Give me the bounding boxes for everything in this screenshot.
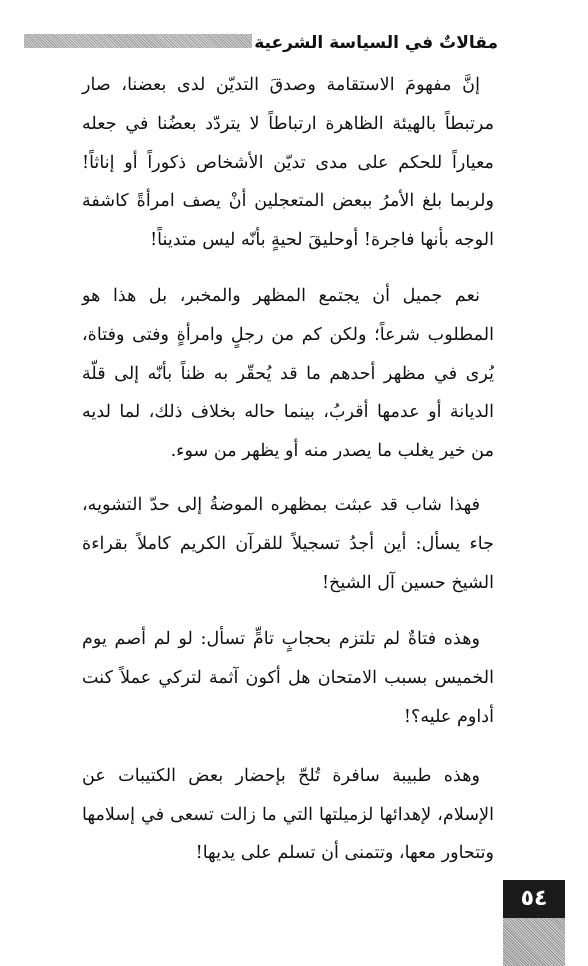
running-header: [24, 28, 498, 58]
page-body: [82, 66, 494, 873]
paragraph-2: نعم جميل أن يجتمع المظهر والمخبر، بل هذا هو المطلوب شرعاً؛ ولكن كم من رجلٍ وامرأةٍ وفتى وفتاة، يُرى في مظهر أحدهم ما قد يُحقّر به ظناً بأنّه إلى قلّة الديانة أو عدمها أقربُ، بينما حاله بخلاف ذلك، لما لديه من خير يغلب ما يصدر منه أو يظهر من سوء.: [82, 285, 494, 462]
page-number: ٥٤: [503, 880, 565, 918]
paragraph-4: وهذه فتاةٌ لم تلتزم بحجابٍ تامٍّ تسأل: لو لم أصم يوم الخميس بسبب الامتحان هل أكون آثمة لتركي عملاً كنت أداوم عليه؟!: [82, 629, 494, 727]
book-title: مقالاتٌ في السياسة الشرعية: [254, 33, 498, 53]
paragraph-3: فهذا شاب قد عبثت بمظهره الموضةُ إلى حدّ التشويه، جاء يسأل: أين أجدُ تسجيلاً للقرآن الكريم كاملاً بقراءة الشيخ حسين آل الشيخ!: [82, 494, 494, 593]
paragraph-1: إنَّ مفهومَ الاستقامة وصدقَ التديّن لدى بعضنا، صار مرتبطاً بالهيئة الظاهرة ارتباطاً لا يتردّد بعضُنا في جعله معياراً للحكم على مدى تديّن الأشخاص ذكوراً أو إناثاً! ولربما بلغ الأمرُ ببعض المتعجلين أنْ يصف امرأةً كاشفة الوجه بأنها فاجرة! أوحليقَ لحيةٍ بأنّه ليس متديناً!: [82, 75, 494, 251]
header-decorative-bar: [24, 34, 252, 48]
paragraph-5: وهذه طبيبة سافرة تُلحّ بإحضار بعض الكتيبات عن الإسلام، لإهدائها لزميلتها التي ما زالت تسعى في إسلامها وتتحاور معها، وتتمنى أن تسلم على يديها!: [82, 765, 494, 864]
